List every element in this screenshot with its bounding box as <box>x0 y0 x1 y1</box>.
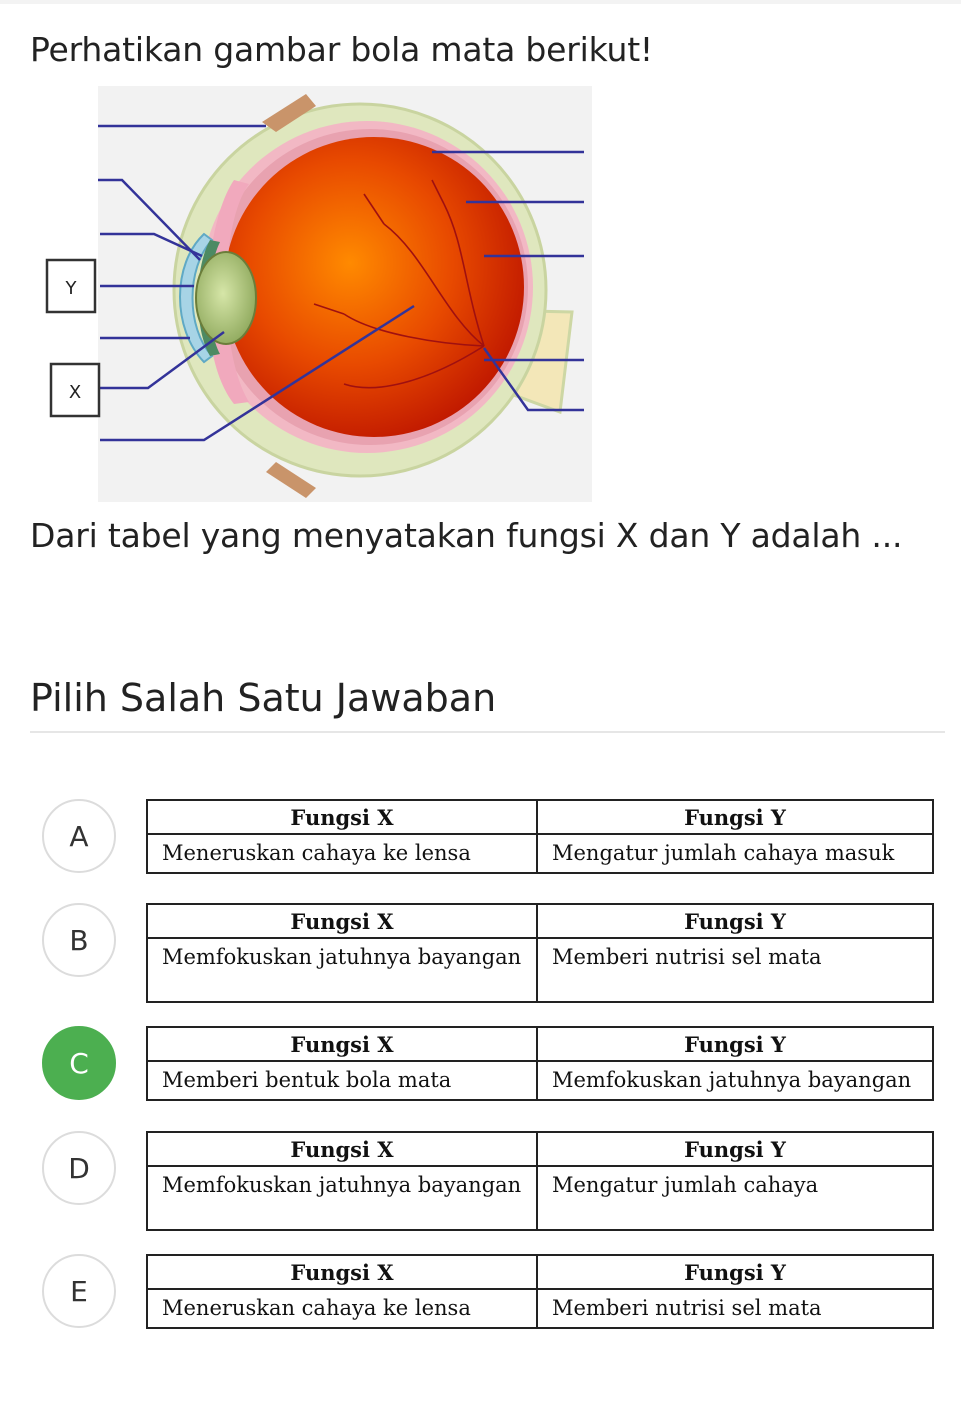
label-y: Y <box>65 278 77 299</box>
option-e-header-y: Fungsi Y <box>537 1255 933 1289</box>
option-b-cell-x: Memfokuskan jatuhnya bayangan <box>147 938 537 1002</box>
question-title: Perhatikan gambar bola mata berikut! <box>30 30 653 69</box>
option-c-header-y: Fungsi Y <box>537 1027 933 1061</box>
option-d-table <box>146 1131 934 1231</box>
option-a-cell-y: Mengatur jumlah cahaya masuk <box>537 834 933 873</box>
option-b-header-y: Fungsi Y <box>537 904 933 938</box>
lens <box>196 252 256 344</box>
option-e-cell-y: Memberi nutrisi sel mata <box>537 1289 933 1328</box>
option-b-button[interactable]: B <box>42 903 116 977</box>
top-bar <box>0 0 961 4</box>
label-x: X <box>68 382 82 403</box>
option-d-header-y: Fungsi Y <box>537 1132 933 1166</box>
option-c-table <box>146 1026 934 1101</box>
option-b-table <box>146 903 934 1003</box>
option-b-cell-y: Memberi nutrisi sel mata <box>537 938 933 1002</box>
option-a-header-x: Fungsi X <box>147 800 537 834</box>
option-b-header-x: Fungsi X <box>147 904 537 938</box>
option-c-header-x: Fungsi X <box>147 1027 537 1061</box>
option-e-table <box>146 1254 934 1329</box>
option-a-header-y: Fungsi Y <box>537 800 933 834</box>
question-text: Dari tabel yang menyatakan fungsi X dan Y adalah ... <box>30 516 903 555</box>
option-d-cell-x: Memfokuskan jatuhnya bayangan <box>147 1166 537 1230</box>
option-d-cell-y: Mengatur jumlah cahaya <box>537 1166 933 1230</box>
option-e-cell-x: Meneruskan cahaya ke lensa <box>147 1289 537 1328</box>
option-d-button[interactable]: D <box>42 1131 116 1205</box>
option-c-button[interactable]: C <box>42 1026 116 1100</box>
option-c-cell-y: Memfokuskan jatuhnya bayangan <box>537 1061 933 1100</box>
option-e-button[interactable]: E <box>42 1254 116 1328</box>
section-divider <box>30 731 945 733</box>
option-d-header-x: Fungsi X <box>147 1132 537 1166</box>
option-a-button[interactable]: A <box>42 799 116 873</box>
option-c-cell-x: Memberi bentuk bola mata <box>147 1061 537 1100</box>
answer-section-title: Pilih Salah Satu Jawaban <box>30 676 497 720</box>
eyeball-diagram <box>44 84 596 504</box>
option-e-header-x: Fungsi X <box>147 1255 537 1289</box>
option-a-table <box>146 799 934 874</box>
option-a-cell-x: Meneruskan cahaya ke lensa <box>147 834 537 873</box>
eyeball-diagram-svg <box>44 84 596 504</box>
vitreous-body <box>224 137 524 437</box>
